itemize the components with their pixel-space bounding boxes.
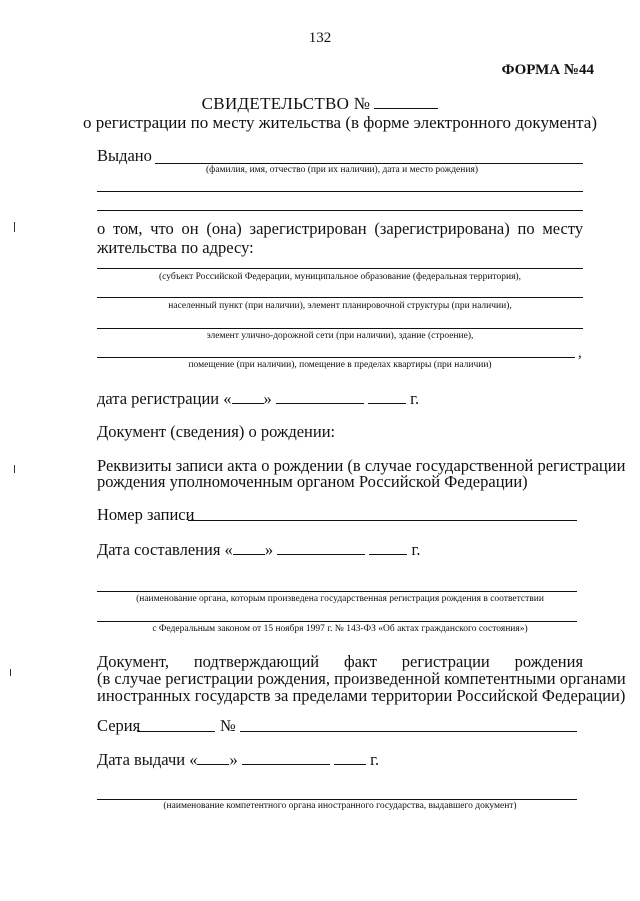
number-line[interactable] [240, 731, 577, 732]
birth-requisites-line1: Реквизиты записи акта о рождении (в случае государственной регистрации [97, 456, 626, 475]
scan-mark-2 [14, 465, 15, 473]
registration-statement-line1: о том, что он (она) зарегистрирован (зарегистрирована) по месту [97, 219, 584, 238]
address-line-3[interactable] [97, 328, 583, 329]
registration-year-blank[interactable] [368, 390, 406, 404]
document-subtitle: о регистрации по месту жительства (в форме электронного документа) [83, 113, 597, 132]
number-label: № [220, 716, 236, 735]
registering-authority-caption-2: с Федеральным законом от 15 ноября 1997 г. № 143-ФЗ «Об актах гражданского состояния») [152, 624, 528, 634]
issued-label: Выдано [97, 146, 152, 165]
address-caption-4: помещение (при наличии), помещение в пределах квартиры (при наличии) [188, 360, 492, 370]
registration-month-blank[interactable] [276, 390, 364, 404]
series-label: Серия [97, 716, 141, 735]
issued-name-line[interactable] [155, 163, 583, 164]
compile-day-blank[interactable] [233, 541, 265, 555]
address-comma: , [578, 345, 582, 361]
address-line-1[interactable] [97, 268, 583, 269]
address-line-2[interactable] [97, 297, 583, 298]
document-title [0, 94, 640, 114]
issue-date: Дата выдачи « » г. [97, 750, 380, 769]
foreign-authority-caption: (наименование компетентного органа иностранного государства, выдавшего документ) [163, 801, 517, 811]
issue-year-blank[interactable] [334, 751, 366, 765]
address-caption-1: (субъект Российской Федерации, муниципальное образование (федеральная территория), [159, 272, 521, 282]
registering-authority-caption-1: (наименование органа, которым произведена государственная регистрация рождения в соответствии [136, 594, 544, 604]
form-number: ФОРМА №44 [501, 62, 594, 78]
foreign-authority-line[interactable] [97, 799, 577, 800]
registration-date: дата регистрации « » г. [97, 389, 420, 408]
issued-extra-line-2[interactable] [97, 210, 583, 211]
title-text: СВИДЕТЕЛЬСТВО № [201, 94, 371, 113]
registering-authority-line-2[interactable] [97, 621, 577, 622]
issue-month-blank[interactable] [242, 751, 330, 765]
scan-mark-3 [10, 669, 11, 676]
record-number-line[interactable] [188, 520, 577, 521]
registration-day-blank[interactable] [232, 390, 264, 404]
confirm-doc-line2: (в случае регистрации рождения, произведенной компетентными органами [97, 669, 626, 688]
compile-year-blank[interactable] [369, 541, 407, 555]
compile-date: Дата составления « » г. [97, 540, 421, 559]
birth-requisites-line2: рождения уполномоченным органом Российской Федерации) [97, 472, 528, 491]
address-line-4[interactable] [97, 357, 575, 358]
address-caption-3: элемент улично-дорожной сети (при наличии), здание (строение), [206, 331, 474, 341]
issue-day-blank[interactable] [197, 751, 229, 765]
page-number: 132 [308, 30, 332, 46]
record-number-label: Номер записи [97, 505, 195, 524]
registration-statement-line2: жительства по адресу: [97, 238, 254, 257]
address-caption-2: населенный пункт (при наличии), элемент планировочной структуры (при наличии), [168, 301, 512, 311]
confirm-doc-line3: иностранных государств за пределами территории Российской Федерации) [97, 686, 626, 705]
compile-month-blank[interactable] [277, 541, 365, 555]
issued-caption: (фамилия, имя, отчество (при их наличии), дата и место рождения) [206, 165, 478, 175]
certificate-number-blank[interactable] [374, 94, 438, 109]
registering-authority-line-1[interactable] [97, 591, 577, 592]
series-line[interactable] [137, 731, 215, 732]
confirm-doc-line1: Документ, подтверждающий факт регистрации рождения [97, 652, 584, 671]
scan-mark-1 [14, 222, 15, 232]
issued-extra-line-1[interactable] [97, 191, 583, 192]
birth-doc-heading: Документ (сведения) о рождении: [97, 422, 336, 441]
